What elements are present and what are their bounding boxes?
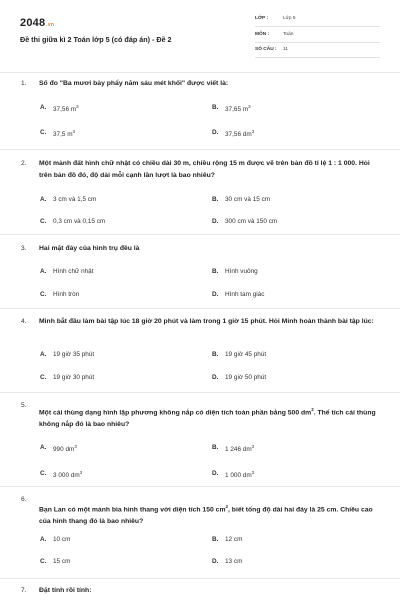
option-text: Hình vuông: [225, 268, 258, 275]
question-divider: [0, 308, 400, 309]
document-title: Đề thi giữa kì 2 Toán lớp 5 (có đáp án) - Đề 2: [20, 35, 172, 44]
question-divider: [0, 234, 400, 235]
option-label: B.: [212, 104, 219, 111]
option-label: B.: [212, 268, 219, 275]
option-label: A.: [40, 351, 47, 358]
option-text: 300 cm và 150 cm: [225, 218, 278, 225]
option-label: C.: [40, 374, 47, 381]
option-text: 0,3 cm và 0,15 cm: [53, 218, 106, 225]
option-text: 30 cm và 15 cm: [225, 196, 271, 203]
page-header: [0, 0, 400, 72]
option-text: Hình tam giác: [225, 291, 265, 298]
option-text: 1 246 $dm^3$: [225, 444, 255, 454]
option-text: 37,65 $m^3$: [225, 104, 251, 114]
option-text: 19 giờ 30 phút: [53, 374, 95, 381]
option-text: 19 giờ 45 phút: [225, 351, 267, 358]
meta-count-value: 11: [283, 47, 288, 52]
question-text: Bạn Lan có một mảnh bìa hình thang với diện tích 150 $cm^2$, biết tổng độ dài hai đáy là 25 cm. Chiều cao của hình thang đó là bao nhiêu?: [39, 504, 373, 526]
question-number: 1.: [21, 80, 27, 87]
option-text: 3 000 $dm^3$: [53, 470, 83, 480]
meta-subject-value: Toán: [283, 32, 294, 37]
option-label: A.: [40, 104, 47, 111]
question-divider: [0, 149, 400, 150]
option-label: D.: [212, 129, 219, 136]
question-divider: [0, 392, 400, 393]
option-label: A.: [40, 268, 47, 275]
meta-class-row: [255, 13, 380, 27]
question-text: Minh bắt đầu làm bài tập lúc 18 giờ 20 phút và làm trong 1 giờ 15 phút. Hỏi Minh hoàn thành bài tập lúc:: [39, 318, 374, 325]
option-text: 990 $dm^3$: [53, 444, 77, 454]
option-text: Hình tròn: [53, 291, 80, 298]
header-divider: [0, 72, 400, 73]
option-label: A.: [40, 196, 47, 203]
option-text: 19 giờ 50 phút: [225, 374, 267, 381]
meta-class-value: Lớp 5: [283, 16, 296, 21]
meta-subject-key: MÔN :: [255, 32, 270, 37]
option-label: A.: [40, 444, 47, 451]
option-label: D.: [212, 374, 219, 381]
meta-class-key: LỚP :: [255, 16, 269, 21]
logo-text: 2048: [20, 17, 46, 29]
option-text: 37,56 $m^3$: [53, 104, 79, 114]
logo-tld: .vn: [46, 22, 55, 28]
site-logo[interactable]: [20, 17, 54, 29]
option-label: D.: [212, 470, 219, 477]
option-text: 19 giờ 35 phút: [53, 351, 95, 358]
question-text: Đặt tính rồi tính:: [39, 587, 92, 594]
question-number: 5.: [21, 402, 27, 409]
option-label: B.: [212, 196, 219, 203]
option-label: B.: [212, 351, 219, 358]
option-text: 15 cm: [53, 558, 71, 565]
option-label: D.: [212, 558, 219, 565]
option-label: C.: [40, 129, 47, 136]
question-text: Một cái thùng dạng hình lập phương không nắp có diện tích toàn phần bằng 500 $dm^2$. Thể tích cái thùng không nắp đó là bao nhiêu?: [39, 407, 376, 429]
question-text: Một mảnh đất hình chữ nhật có chiều dài 30 m, chiều rộng 15 m được vẽ trên bản đồ tỉ lệ 1 : 1 000. Hỏi trên bản đồ đó, độ dài mỗi cạnh lần lượt là bao nhiêu?: [39, 160, 370, 179]
option-label: B.: [212, 536, 219, 543]
option-label: B.: [212, 444, 219, 451]
option-label: C.: [40, 291, 47, 298]
question-text: Số đo "Ba mươi bảy phẩy năm sáu mét khối" được viết là:: [39, 80, 229, 87]
option-text: 10 cm: [53, 536, 71, 543]
question-number: 2.: [21, 160, 27, 167]
meta-subject-row: [255, 29, 380, 43]
option-text: 37,5 $m^3$: [53, 129, 76, 139]
option-text: Hình chữ nhật: [53, 268, 94, 275]
question-number: 4.: [21, 318, 27, 325]
question-divider: [0, 578, 400, 579]
option-text: 3 cm và 1,5 cm: [53, 196, 97, 203]
option-text: 37,56 $dm^3$: [225, 129, 255, 139]
option-text: 12 cm: [225, 536, 243, 543]
question-text: Hai mặt đáy của hình trụ đều là: [39, 245, 140, 252]
question-number: 6.: [21, 496, 27, 503]
question-number: 7.: [21, 587, 27, 594]
meta-count-row: [255, 44, 380, 58]
question-divider: [0, 486, 400, 487]
option-label: D.: [212, 291, 219, 298]
option-label: D.: [212, 218, 219, 225]
option-text: 1 000 $dm^3$: [225, 470, 255, 480]
option-label: C.: [40, 470, 47, 477]
option-label: C.: [40, 218, 47, 225]
option-text: 13 cm: [225, 558, 243, 565]
question-number: 3.: [21, 245, 27, 252]
option-label: A.: [40, 536, 47, 543]
option-label: C.: [40, 558, 47, 565]
meta-count-key: SỐ CÂU :: [255, 47, 277, 52]
